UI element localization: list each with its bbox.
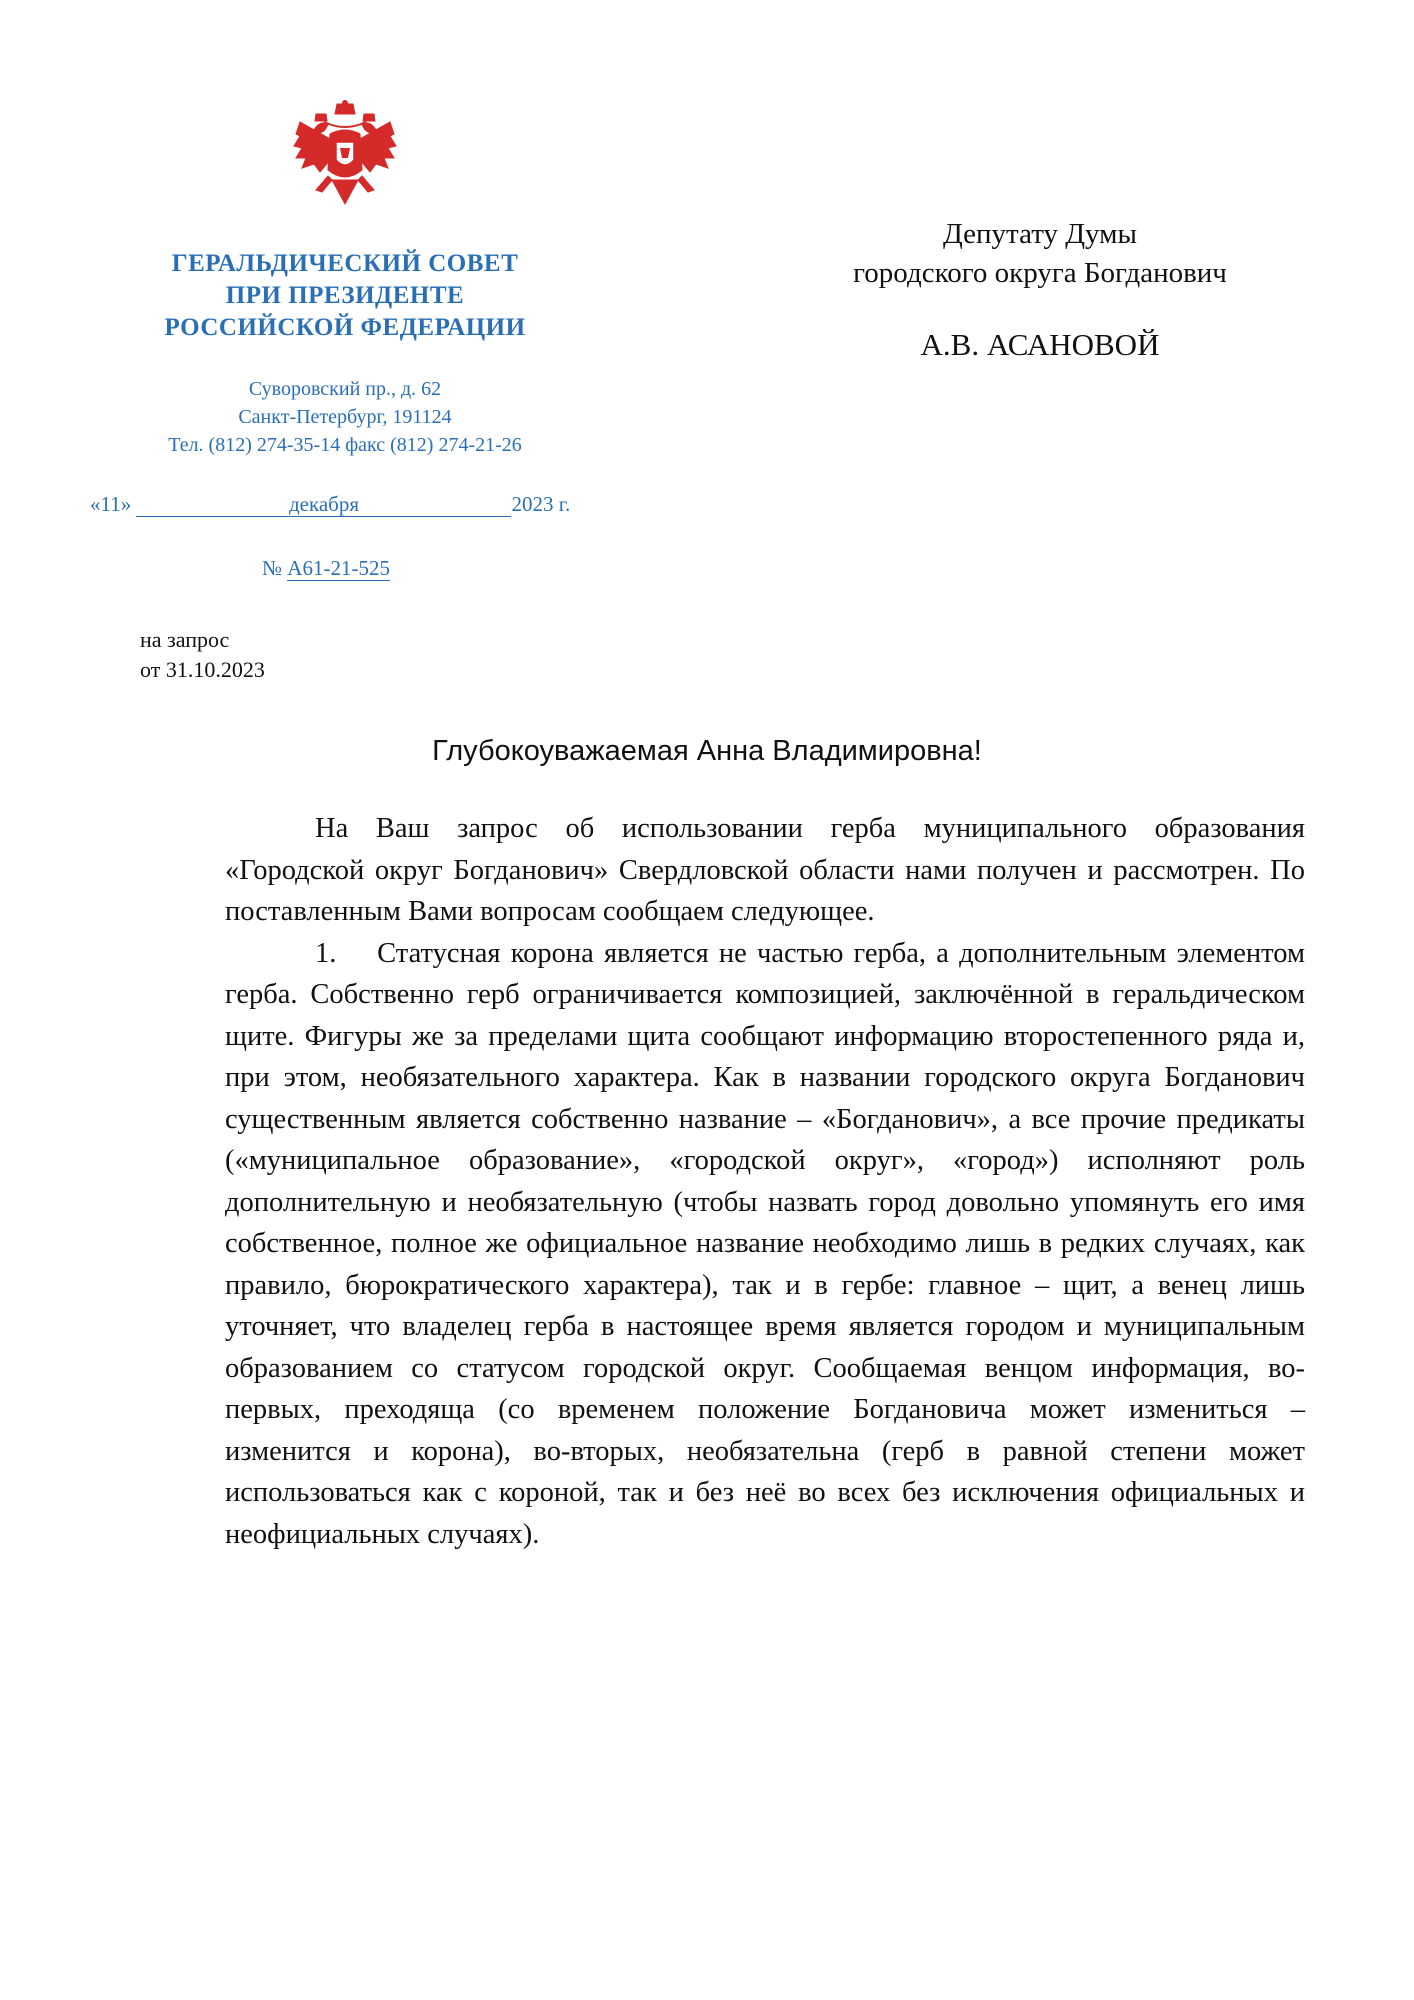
address-line: Санкт-Петербург, 191124 <box>238 406 452 428</box>
organization-name-line: ГЕРАЛЬДИЧЕСКИЙ СОВЕТ <box>171 250 519 277</box>
salutation: Глубокоуважаемая Анна Владимировна! <box>432 735 982 767</box>
reference-line: на запрос <box>140 627 230 652</box>
contact-line: Тел. (812) 274-35-14 факс (812) 274-21-26 <box>168 434 522 456</box>
number-value: А61-21-525 <box>287 556 390 580</box>
request-reference <box>140 625 265 685</box>
number-prefix: № <box>262 556 283 580</box>
document-number <box>262 556 390 581</box>
addressee-title: городского округа Богданович <box>853 257 1227 289</box>
address-line: Суворовский пр., д. 62 <box>248 378 442 400</box>
letter-body <box>225 808 1305 1555</box>
document-date <box>90 490 570 518</box>
date-month-field <box>136 492 511 517</box>
addressee-block <box>760 215 1320 364</box>
body-paragraph: 1. Статусная корона является не частью герба, а дополнительным элементом герба. Собственно герб ограничивается композицией, заключённой в геральдическом щите. Фигуры же за пределами щита сообщают информацию второстепенного ряда и, при этом, необязательного характера. Как в названии городского округа Богданович существенным является собственно название – «Богданович», а все прочие предикаты («муниципальное образование», «городской округ», «город») исполняют роль дополнительную и необязательную (чтобы назвать город довольно упомянуть его имя собственное, полное же официальное название необходимо лишь в редких случаях, как правило, бюрократического характера), так и в гербе: главное – щит, а венец лишь уточняет, что владелец герба в настоящее время является городом и муниципальным образованием со статусом городской округ. Сообщаемая венцом информация, во-первых, преходяща (со временем положение Богдановича может измениться – изменится и корона), во-вторых, необязательна (герб в равной степени может использоваться как с короной, так и без неё во всех без исключения официальных и неофициальных случаях). <box>225 937 1305 1550</box>
russian-coat-of-arms-icon <box>290 100 400 210</box>
addressee-title: Депутату Думы <box>943 218 1137 250</box>
date-month: декабря <box>288 492 360 516</box>
date-year: 2023 г. <box>511 492 571 516</box>
date-day: «11» <box>90 492 132 516</box>
organization-name-line: РОССИЙСКОЙ ФЕДЕРАЦИИ <box>164 314 526 341</box>
reference-line: от 31.10.2023 <box>140 657 265 682</box>
organization-address <box>95 375 595 459</box>
addressee-name: А.В. АСАНОВОЙ <box>920 327 1160 362</box>
organization-name <box>120 248 570 344</box>
organization-name-line: ПРИ ПРЕЗИДЕНТЕ <box>225 282 465 309</box>
body-paragraph: На Ваш запрос об использовании герба муниципального образования «Городской округ Богданович» Свердловской области нами получен и рассмотрен. По поставленным Вами вопросам сообщаем следующее. <box>225 813 1305 927</box>
